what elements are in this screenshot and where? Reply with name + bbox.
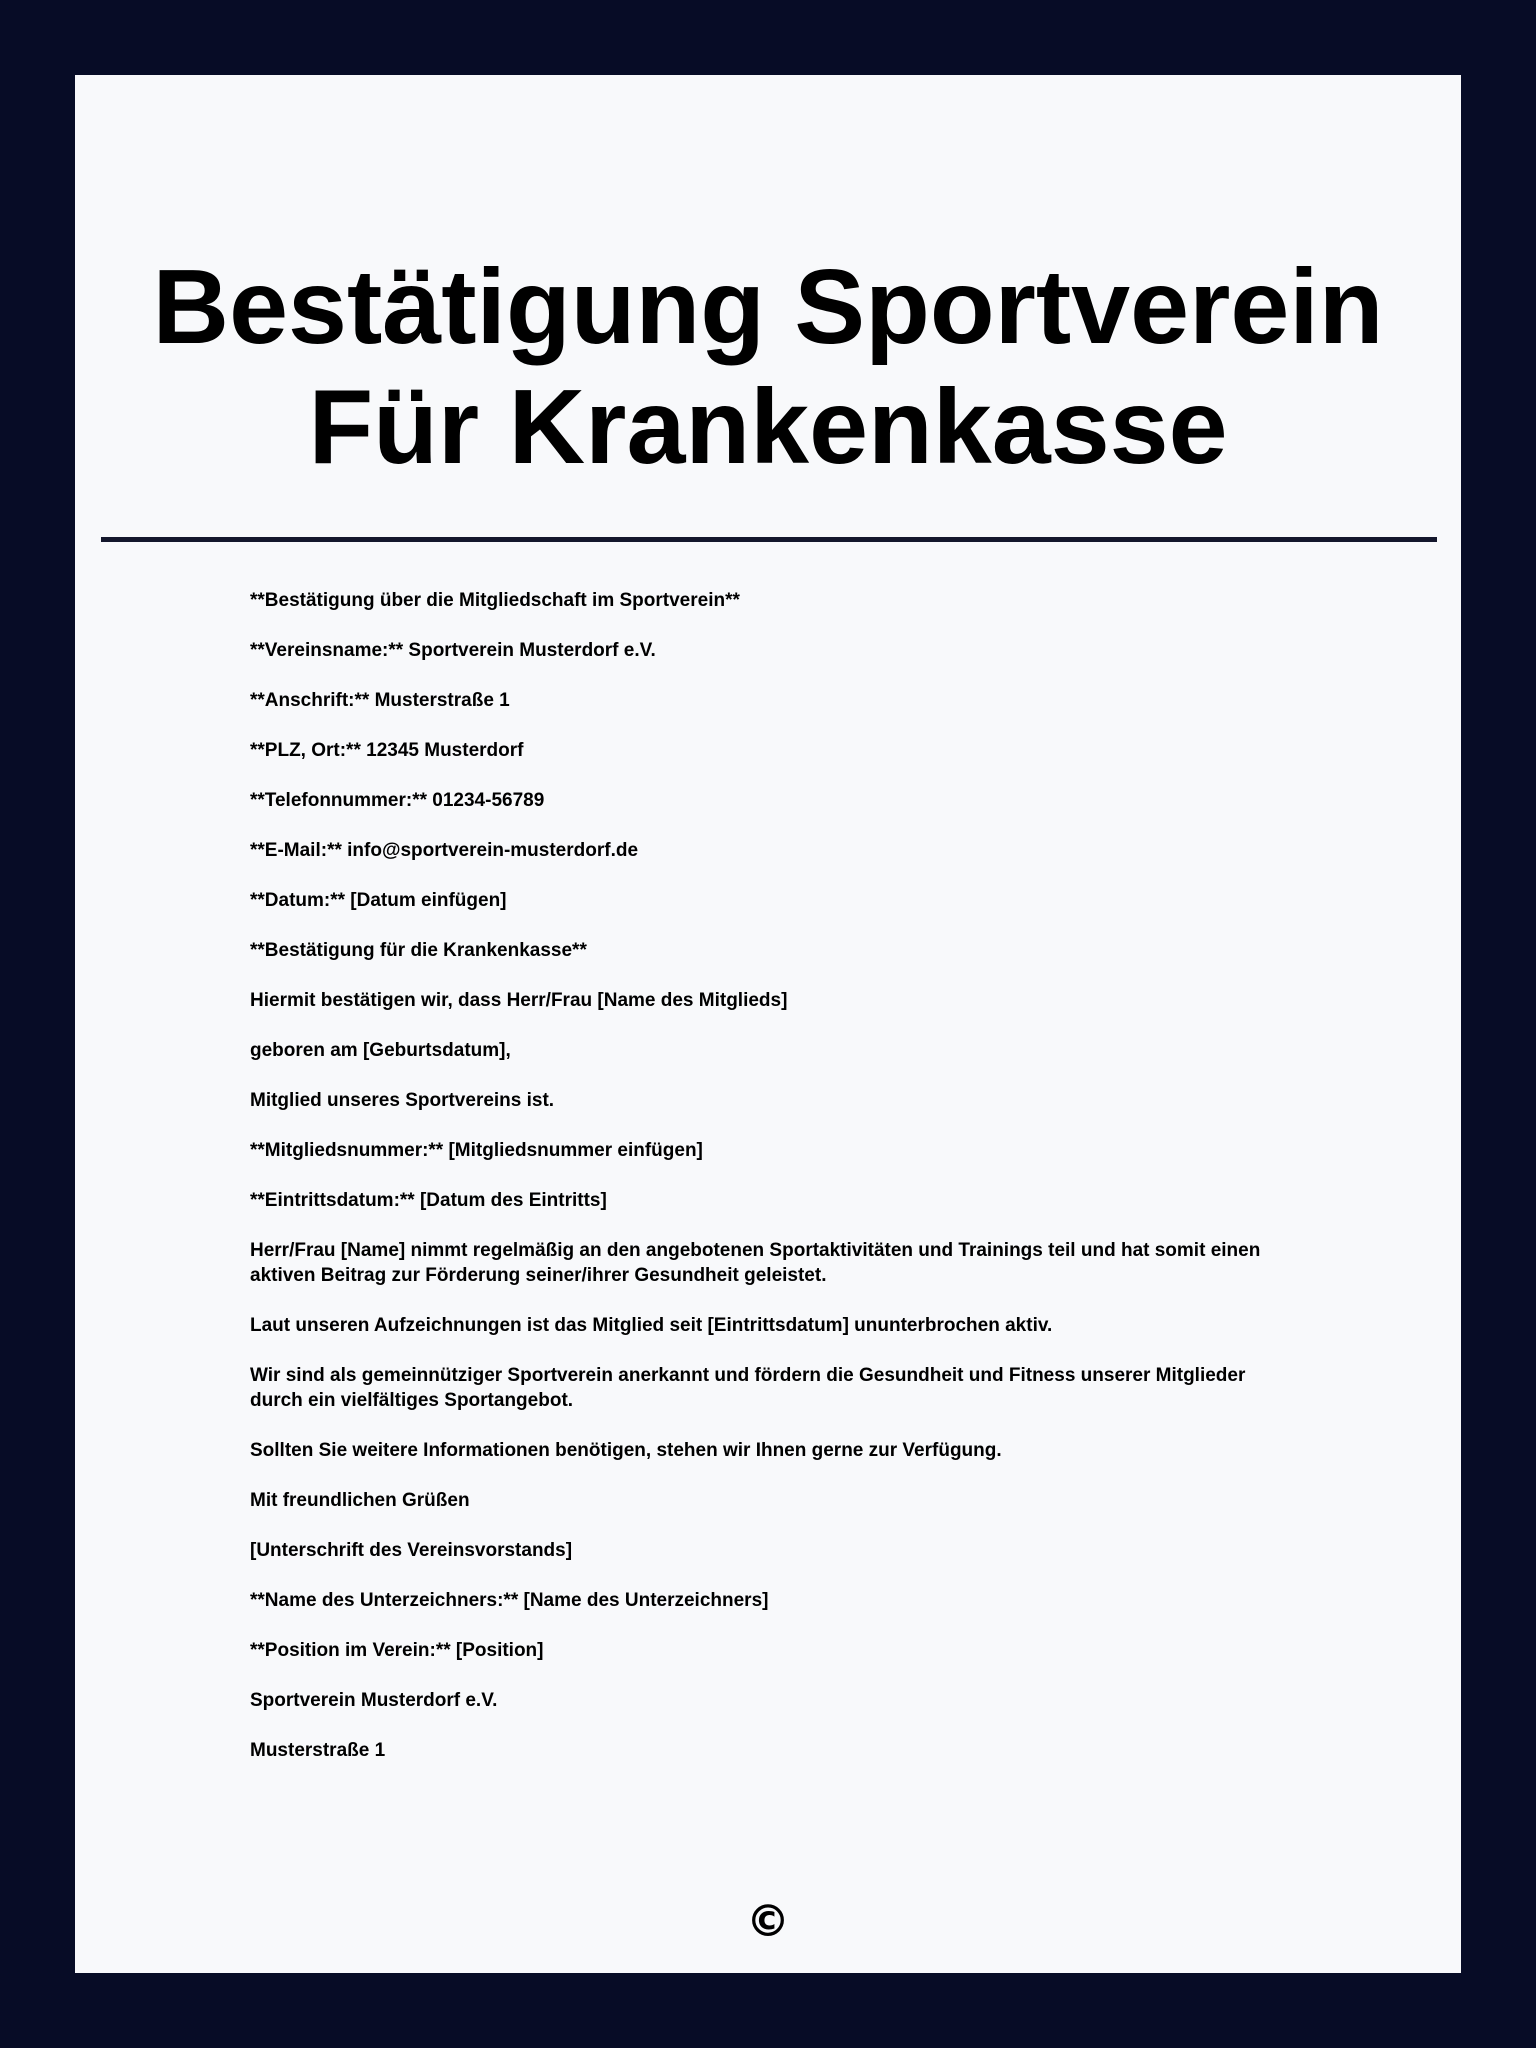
records-paragraph: Laut unseren Aufzeichnungen ist das Mitglied seit [Eintrittsdatum] ununterbrochen aktiv. — [250, 1315, 1053, 1336]
nonprofit-paragraph: Wir sind als gemeinnütziger Sportverein anerkannt und fördern die Gesundheit und Fitness unserer Mitglieder durch ein vielfältiges Sportangebot. — [250, 1365, 1246, 1411]
postal-city-line: **PLZ, Ort:** 12345 Musterdorf — [250, 740, 524, 761]
signature-placeholder: [Unterschrift des Vereinsvorstands] — [250, 1540, 573, 1561]
activity-paragraph: Herr/Frau [Name] nimmt regelmäßig an den angebotenen Sportaktivitäten und Trainings teil und hat somit einen aktiven Beitrag zur Förderung seiner/ihrer Gesundheit geleistet. — [250, 1240, 1261, 1286]
copyright-icon: © — [746, 1896, 790, 1947]
email-line: **E-Mail:** info@sportverein-musterdorf.de — [250, 840, 639, 861]
membership-paragraph: Mitglied unseres Sportvereins ist. — [250, 1090, 555, 1111]
signer-name-line: **Name des Unterzeichners:** [Name des Unterzeichners] — [250, 1590, 769, 1611]
closing-greeting: Mit freundlichen Grüßen — [250, 1490, 470, 1511]
address-line: **Anschrift:** Musterstraße 1 — [250, 690, 510, 711]
contact-paragraph: Sollten Sie weitere Informationen benötigen, stehen wir Ihnen gerne zur Verfügung. — [250, 1440, 1002, 1461]
phone-line: **Telefonnummer:** 01234-56789 — [250, 790, 545, 811]
title-divider — [101, 537, 1437, 542]
heading-health-insurance: **Bestätigung für die Krankenkasse** — [250, 940, 587, 961]
date-line: **Datum:** [Datum einfügen] — [250, 890, 507, 911]
heading-confirmation: **Bestätigung über die Mitgliedschaft im Sportverein** — [250, 590, 740, 611]
club-address-footer: Musterstraße 1 — [250, 1740, 386, 1761]
document-title: Bestätigung Sportverein Für Krankenkasse — [152, 248, 1384, 486]
signer-position-line: **Position im Verein:** [Position] — [250, 1640, 544, 1661]
document-body — [250, 588, 1290, 1788]
club-name-line: **Vereinsname:** Sportverein Musterdorf e.V. — [250, 640, 656, 661]
club-name-footer: Sportverein Musterdorf e.V. — [250, 1690, 498, 1711]
document-page — [75, 75, 1461, 1973]
birth-date-paragraph: geboren am [Geburtsdatum], — [250, 1040, 511, 1061]
entry-date-line: **Eintrittsdatum:** [Datum des Eintritts] — [250, 1190, 607, 1211]
member-name-paragraph: Hiermit bestätigen wir, dass Herr/Frau [Name des Mitglieds] — [250, 990, 788, 1011]
member-number-line: **Mitgliedsnummer:** [Mitgliedsnummer einfügen] — [250, 1140, 703, 1161]
